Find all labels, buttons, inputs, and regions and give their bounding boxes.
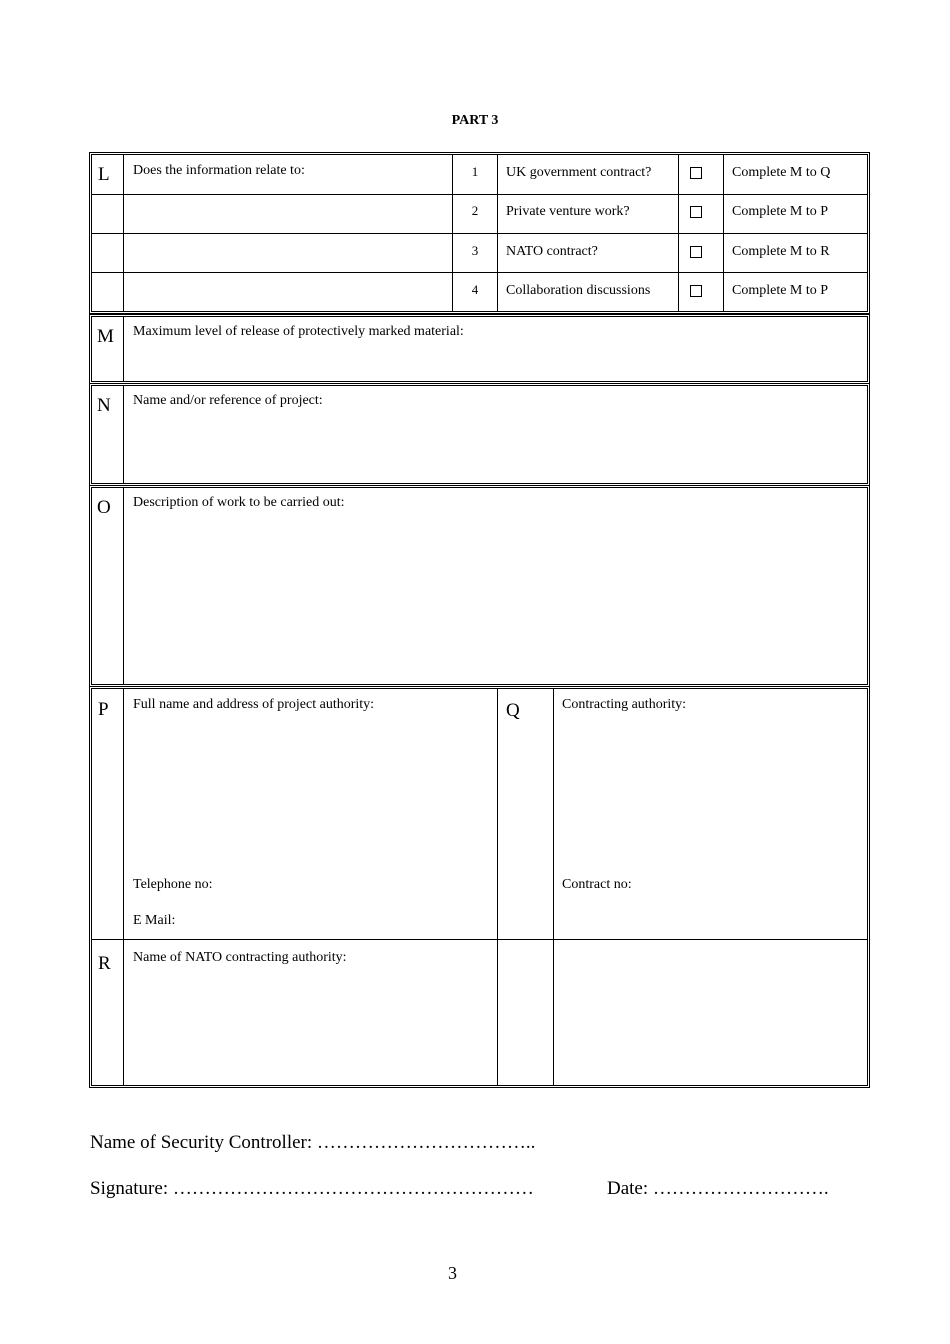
column-divider [123,689,124,1085]
option-action: Complete M to R [732,244,830,259]
section-letter-n: N [97,395,111,416]
section-o-box[interactable] [89,485,870,687]
contract-no-label: Contract no: [562,877,632,892]
option-number: 1 [471,164,479,179]
row-divider [92,939,867,940]
telephone-label: Telephone no: [133,877,213,892]
option-label-nato-contract: NATO contract? [506,244,598,259]
checkbox-private-venture[interactable] [690,206,702,218]
column-divider [497,155,498,311]
column-divider [452,155,453,311]
column-divider [553,689,554,1085]
option-label-collaboration: Collaboration discussions [506,283,651,298]
checkbox-uk-government[interactable] [690,167,702,179]
column-divider [123,155,124,311]
date-dots: ………………………. [652,1178,829,1199]
page-title: PART 3 [451,113,499,128]
section-n-label: Name and/or reference of project: [133,393,323,408]
security-controller-label: Name of Security Controller: [90,1132,313,1153]
row-divider [92,194,867,195]
section-o-label: Description of work to be carried out: [133,495,345,510]
option-action: Complete M to P [732,283,829,298]
signature-line[interactable] [90,1178,534,1200]
section-p-label: Full name and address of project authority: [133,697,375,712]
section-letter-o: O [97,497,111,518]
option-label-uk-government: UK government contract? [506,165,652,180]
option-number: 4 [471,282,479,297]
checkbox-collaboration[interactable] [690,285,702,297]
section-l-question: Does the information relate to: [133,163,305,178]
section-letter-p: P [98,699,109,720]
option-number: 3 [471,243,479,258]
security-controller-dots: …………………………….. [316,1132,536,1153]
page-number: 3 [448,1263,457,1283]
signature-label: Signature: [90,1178,169,1199]
row-divider [92,272,867,273]
option-label-private-venture: Private venture work? [506,204,630,219]
option-action: Complete M to P [732,204,829,219]
column-divider [123,488,124,684]
column-divider [678,155,679,311]
date-label: Date: [607,1178,649,1199]
signature-dots: ………………………………………………… [172,1178,534,1199]
column-divider [123,386,124,483]
column-divider [723,155,724,311]
section-letter-r: R [98,953,111,974]
option-number: 2 [471,203,479,218]
section-letter-m: M [97,326,114,347]
section-letter-q: Q [506,700,520,721]
security-controller-line[interactable] [90,1132,535,1154]
section-m-label: Maximum level of release of protectively marked material: [133,324,464,339]
section-q-label: Contracting authority: [562,697,687,712]
checkbox-nato-contract[interactable] [690,246,702,258]
option-action: Complete M to Q [732,165,831,180]
column-divider [123,317,124,381]
row-divider [92,233,867,234]
section-letter-l: L [98,164,110,185]
email-label: E Mail: [133,913,176,928]
column-divider [497,689,498,1085]
section-r-label: Name of NATO contracting authority: [133,950,347,965]
date-line[interactable] [607,1178,829,1200]
